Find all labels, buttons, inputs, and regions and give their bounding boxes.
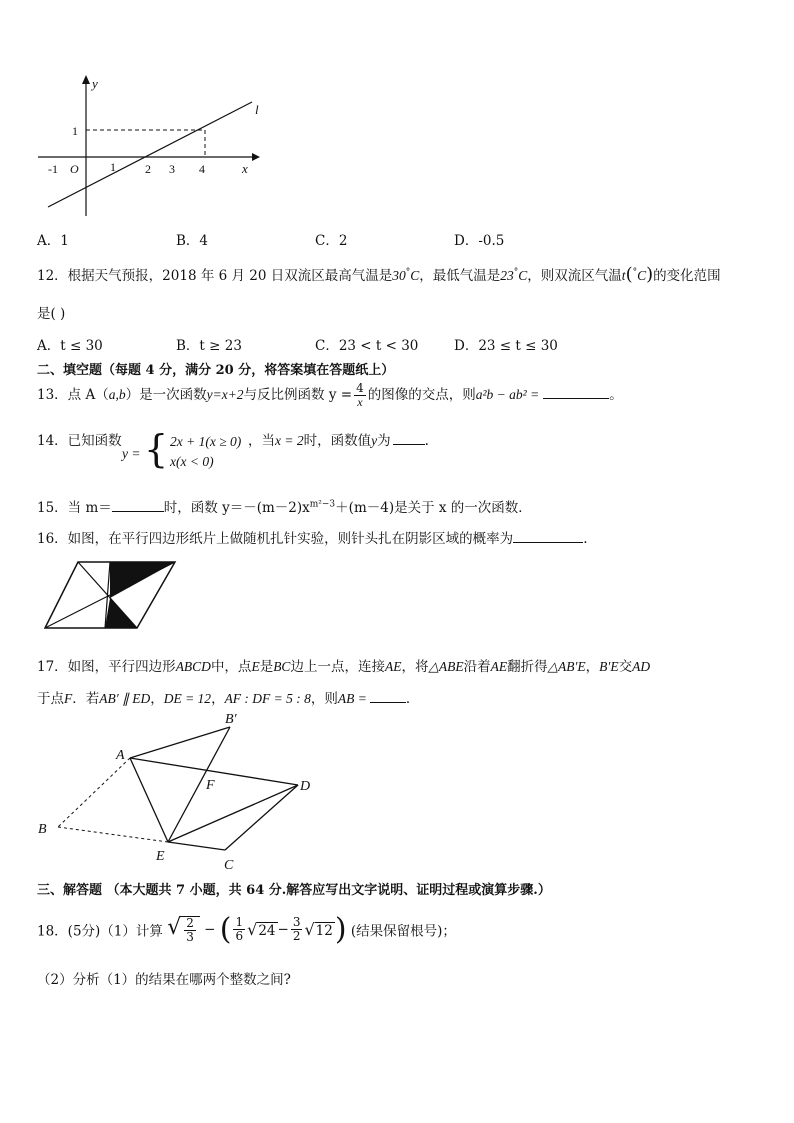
q14-text-a: 14．已知函数 bbox=[37, 433, 122, 449]
q17-f: F bbox=[64, 691, 73, 706]
q17-be: B′E bbox=[599, 659, 619, 674]
minus-sign: − bbox=[277, 921, 289, 938]
q17-line2 bbox=[37, 687, 419, 707]
segment-ed bbox=[168, 785, 298, 842]
q17-text: ， bbox=[150, 691, 164, 707]
q17-ae: AE bbox=[384, 659, 402, 674]
q17-text: 中，点 bbox=[210, 659, 252, 675]
q15-answer-blank[interactable] bbox=[112, 499, 164, 512]
q14-answer-blank[interactable] bbox=[393, 432, 425, 445]
q18-frac-3-den: 2 bbox=[292, 929, 301, 943]
q18-sqrt-3-body: 12 bbox=[315, 923, 333, 939]
q13-answer-blank[interactable] bbox=[543, 386, 609, 399]
q12-var: t bbox=[621, 268, 626, 283]
q18-sqrt-3 bbox=[304, 920, 334, 939]
dashed-ab bbox=[58, 758, 130, 827]
q17-answer-blank[interactable] bbox=[370, 690, 406, 703]
q17-triangle-abe: △ABE bbox=[428, 659, 464, 674]
label-d: D bbox=[300, 779, 311, 794]
q14-brace: { bbox=[144, 427, 169, 471]
unit-c: C bbox=[518, 268, 528, 283]
q18-frac-2 bbox=[233, 916, 245, 943]
q12-option-a[interactable]: A．t ≤ 30 bbox=[37, 338, 103, 354]
q17-text: ．若 bbox=[72, 691, 100, 707]
q15-exponent: m²−3 bbox=[309, 499, 336, 510]
q14-rest bbox=[248, 429, 429, 449]
q18-frac-2-num: 1 bbox=[235, 915, 244, 929]
q15-line bbox=[37, 496, 532, 516]
q12-line1 bbox=[37, 264, 721, 285]
q17-bc: BC bbox=[273, 659, 291, 674]
q17-text: ， bbox=[211, 691, 225, 707]
q14-y-eq: y = bbox=[122, 446, 141, 461]
label-a: A bbox=[116, 748, 125, 763]
q18-line1 bbox=[37, 912, 456, 947]
x-axis-arrow bbox=[252, 153, 260, 161]
q12-option-b[interactable]: B．t ≥ 23 bbox=[176, 338, 242, 354]
q17-abcd: ABCD bbox=[175, 659, 211, 674]
unit-c: C bbox=[410, 268, 420, 283]
paren-open: ( bbox=[219, 912, 232, 947]
q17-text: 17．如图，平行四边形 bbox=[37, 659, 176, 675]
label-b-prime: B′ bbox=[225, 712, 237, 727]
q18-part2: （2）分析（1）的结果在哪两个整数之间? bbox=[37, 972, 291, 988]
tick-y1-label: 1 bbox=[72, 124, 78, 138]
label-f: F bbox=[206, 778, 215, 793]
q17-ratio: AF : DF = 5 : 8 bbox=[224, 691, 311, 706]
q18-frac-2-den: 6 bbox=[235, 929, 244, 943]
side-dc bbox=[225, 785, 298, 850]
q13-point: a,b bbox=[108, 387, 126, 402]
axis-x-label: x bbox=[242, 161, 248, 176]
q13-text-c: 与反比例函数 y = bbox=[243, 387, 353, 403]
q12-text-d: 的变化范围 bbox=[653, 268, 721, 284]
q13-text-b: ）是一次函数 bbox=[125, 387, 207, 403]
q14-y: y bbox=[371, 433, 378, 448]
tick-1-label: 1 bbox=[110, 160, 116, 174]
radical-sign: √ bbox=[167, 915, 182, 940]
q17-parallel: AB′ ∥ ED bbox=[99, 691, 151, 706]
degree-mark: ° bbox=[405, 267, 411, 278]
dashed-be bbox=[58, 827, 168, 842]
paren-close: ) bbox=[646, 264, 654, 285]
label-e: E bbox=[156, 849, 165, 864]
q16-text: 16．如图，在平行四边形纸片上做随机扎针实验，则针头扎在阴影区域的概率为 bbox=[37, 531, 514, 547]
q17-ae: AE bbox=[490, 659, 508, 674]
q17-geometry-figure bbox=[30, 705, 330, 875]
q15-text-b: 时，函数 y＝－(m－2) bbox=[163, 500, 303, 516]
q13-fraction bbox=[354, 382, 366, 409]
q17-text: ， bbox=[585, 659, 600, 675]
q17-text: 翻折得 bbox=[507, 659, 548, 675]
label-b: B bbox=[38, 822, 47, 837]
q18-sqrt-2 bbox=[247, 920, 277, 939]
section3-heading: 三、解答题 （本大题共 7 小题，共 64 分.解答应写出文字说明、证明过程或演算步骤.） bbox=[37, 883, 551, 898]
q18-frac-1-den: 3 bbox=[186, 930, 194, 944]
q16-line bbox=[37, 527, 587, 547]
q15-text-a: 15．当 m＝ bbox=[37, 500, 112, 516]
q14-end: . bbox=[424, 433, 429, 449]
q15-x: x bbox=[302, 500, 310, 516]
q14-case1: 2x + 1(x ≥ 0) bbox=[170, 434, 242, 449]
tick-2-label: 2 bbox=[145, 162, 151, 176]
q12-text-c: ，则双流区气温 bbox=[527, 268, 622, 284]
segment-ae bbox=[130, 758, 168, 842]
q14-text-d: 为 bbox=[377, 433, 391, 449]
q16-parallelogram-figure bbox=[40, 558, 180, 633]
q12-line2: 是( ) bbox=[37, 306, 66, 322]
axis-y-label: y bbox=[92, 76, 98, 91]
q11-option-b[interactable]: B．4 bbox=[176, 233, 209, 249]
q14-text-b: ，当 bbox=[248, 433, 275, 449]
line-l bbox=[48, 102, 252, 207]
degree-mark: ° bbox=[513, 267, 519, 278]
q16-answer-blank[interactable] bbox=[513, 530, 583, 543]
paren-open: ( bbox=[625, 264, 633, 285]
q13-fn1: y=x+2 bbox=[206, 387, 244, 402]
q15-text-c: ＋(m－4)是关于 x 的一次函数． bbox=[335, 500, 532, 516]
q18-sqrt-1 bbox=[167, 915, 200, 944]
q18-sqrt-1-body bbox=[181, 916, 200, 944]
q14-text-c: 时，函数值 bbox=[303, 433, 372, 449]
q17-triangle-abe-prime: △AB′E bbox=[547, 659, 586, 674]
q18-text-b: (结果保留根号)； bbox=[350, 923, 456, 940]
q18-frac-3 bbox=[291, 916, 303, 943]
q17-text: 于点 bbox=[37, 691, 64, 707]
q17-end: ． bbox=[405, 691, 420, 707]
q14-case2: x(x < 0) bbox=[170, 454, 214, 469]
radical-sign: √ bbox=[247, 920, 258, 939]
unit-c: C bbox=[637, 268, 647, 283]
q13-expr: a²b − ab² = bbox=[475, 387, 540, 402]
tick-3-label: 3 bbox=[169, 162, 175, 176]
line-l-label: l bbox=[255, 102, 259, 117]
q13-den: x bbox=[357, 395, 363, 409]
q12-option-d[interactable]: D．23 ≤ t ≤ 30 bbox=[454, 338, 558, 354]
q17-text: 是 bbox=[259, 659, 274, 675]
minus-sign: − bbox=[204, 921, 216, 938]
q17-de: DE = 12 bbox=[163, 691, 212, 706]
y-axis-arrow bbox=[82, 75, 90, 84]
degree-mark: ° bbox=[632, 267, 638, 278]
q17-line1 bbox=[37, 655, 650, 675]
q12-option-c[interactable]: C．23 < t < 30 bbox=[315, 338, 419, 354]
tick-4-label: 4 bbox=[199, 162, 205, 176]
q17-text: 边上一点，连接 bbox=[290, 659, 385, 675]
segment-b-prime-e bbox=[168, 727, 230, 842]
q18-sqrt-2-body: 24 bbox=[258, 923, 276, 939]
q17-text: 沿着 bbox=[463, 659, 491, 675]
q18-frac-1 bbox=[184, 917, 196, 944]
q11-option-d[interactable]: D．-0.5 bbox=[454, 233, 505, 249]
q12-text-a: 12．根据天气预报，2018 年 6 月 20 日双流区最高气温是 bbox=[37, 268, 393, 284]
q18-frac-1-num: 2 bbox=[186, 916, 194, 930]
q16-end: . bbox=[583, 531, 588, 547]
q13-num: 4 bbox=[356, 381, 364, 395]
segment-ab-prime bbox=[130, 727, 230, 758]
label-c: C bbox=[224, 858, 234, 873]
radical-sign: √ bbox=[304, 920, 315, 939]
q12-text-b: ，最低气温是 bbox=[419, 268, 501, 284]
q12-min-temp: 23 bbox=[500, 268, 514, 283]
q17-text: 交 bbox=[618, 659, 633, 675]
q17-ab: AB = bbox=[337, 691, 367, 706]
q18-text-a: 18．(5分)（1）计算 bbox=[37, 923, 163, 940]
q17-text: ，将 bbox=[401, 659, 429, 675]
q11-option-a[interactable]: A．1 bbox=[37, 233, 69, 249]
q17-ad: AD bbox=[632, 659, 651, 674]
side-ec bbox=[168, 842, 225, 850]
q11-coordinate-graph bbox=[30, 70, 270, 220]
q12-max-temp: 30 bbox=[392, 268, 406, 283]
q13-line bbox=[37, 382, 623, 409]
origin-label: O bbox=[70, 162, 79, 176]
section2-heading: 二、填空题（每题 4 分，满分 20 分，将答案填在答题纸上） bbox=[37, 363, 395, 378]
q13-end: 。 bbox=[609, 387, 623, 403]
tick-neg1-label: -1 bbox=[48, 162, 58, 176]
q13-text-d: 的图像的交点，则 bbox=[367, 387, 476, 403]
q13-text-a: 13．点 A（ bbox=[37, 387, 109, 403]
q11-option-c[interactable]: C．2 bbox=[315, 233, 348, 249]
q17-e: E bbox=[251, 659, 260, 674]
paren-close: ) bbox=[334, 912, 347, 947]
q18-frac-3-num: 3 bbox=[292, 915, 301, 929]
q17-text: ，则 bbox=[310, 691, 338, 707]
q14-cond: x = 2 bbox=[275, 433, 304, 448]
